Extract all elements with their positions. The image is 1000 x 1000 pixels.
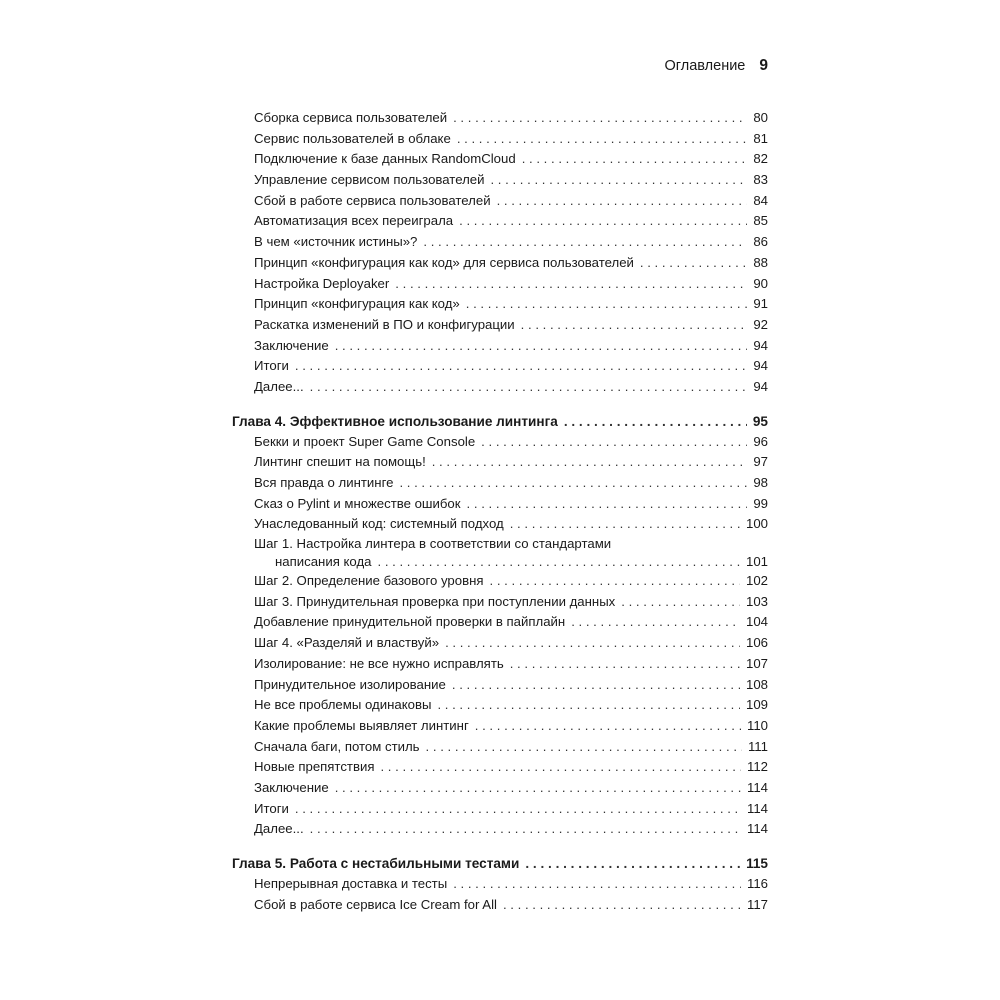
dot-leader [510, 514, 740, 535]
toc-entry-title: Шаг 1. Настройка линтера в соответствии со стандартами [254, 536, 612, 552]
toc-entry-page: 100 [745, 516, 768, 532]
dot-leader [423, 232, 747, 253]
toc-entry-title: Сказ о Pylint и множестве ошибок [254, 495, 461, 511]
toc-entry-title: Сбой в работе сервиса пользователей [254, 192, 491, 208]
toc-entry-page: 101 [745, 554, 768, 570]
dot-leader [378, 553, 740, 571]
toc-entry-page: 112 [746, 759, 768, 775]
toc-entry-title: Бекки и проект Super Game Console [254, 433, 476, 449]
dot-leader [621, 592, 740, 613]
toc-entry[interactable] [232, 170, 768, 191]
section-title: Оглавление [664, 58, 746, 74]
toc-entry[interactable] [232, 232, 768, 253]
toc-entry-page: 114 [746, 821, 768, 837]
toc-entry-page: 85 [753, 213, 768, 229]
toc-entry-title-continued: написания кода [275, 554, 372, 570]
toc-entry-page: 90 [753, 275, 768, 291]
toc-entry-title: Настройка Deployaker [254, 275, 390, 291]
toc-entry-title: Непрерывная доставка и тесты [254, 876, 448, 891]
toc-entry-page: 83 [753, 172, 768, 188]
toc-entry[interactable] [232, 612, 768, 633]
dot-leader [510, 654, 740, 675]
toc-entry[interactable] [232, 874, 768, 895]
toc-entry[interactable] [232, 654, 768, 675]
toc-entry[interactable] [232, 336, 768, 357]
toc-entry-page: 116 [746, 876, 768, 891]
toc-entry[interactable] [232, 737, 768, 758]
toc-chapter-page: 115 [746, 856, 768, 871]
dot-leader [522, 149, 748, 170]
dot-leader [521, 315, 748, 336]
toc-entry-title: Заключение [254, 779, 329, 795]
toc-entry-title: Принцип «конфигурация как код» для сервиса пользователей [254, 254, 634, 270]
toc-entry[interactable] [232, 473, 768, 494]
dot-leader [335, 336, 748, 357]
table-of-contents [232, 108, 768, 915]
toc-entry[interactable] [232, 778, 768, 799]
dot-leader [640, 253, 747, 274]
toc-entry-title: Раскатка изменений в ПО и конфигурации [254, 316, 515, 332]
toc-entry-page: 94 [753, 337, 768, 353]
toc-entry-page: 108 [745, 676, 768, 692]
toc-entry[interactable] [232, 108, 768, 129]
toc-entry-page: 94 [753, 358, 768, 374]
dot-leader [453, 874, 741, 895]
toc-entry-page: 91 [753, 296, 768, 312]
dot-leader [310, 377, 748, 398]
toc-entry-page: 106 [745, 635, 768, 651]
toc-entry-page: 104 [745, 614, 768, 630]
dot-leader [426, 737, 742, 758]
toc-entry-title: Вся правда о линтинге [254, 475, 394, 490]
dot-leader [525, 853, 740, 874]
toc-entry-title: Сборка сервиса пользователей [254, 110, 448, 125]
toc-entry[interactable] [232, 211, 768, 232]
toc-entry[interactable] [232, 757, 768, 778]
dot-leader [457, 129, 748, 150]
toc-entry[interactable] [232, 799, 768, 820]
toc-chapter-title: Глава 4. Эффективное использование линтинга [232, 413, 558, 429]
dot-leader [395, 274, 747, 295]
toc-entry-title: Принудительное изолирование [254, 676, 446, 692]
toc-entry-title: Не все проблемы одинаковы [254, 697, 432, 713]
toc-entry-title: Линтинг спешит на помощь! [254, 454, 426, 470]
toc-entry[interactable] [232, 592, 768, 613]
toc-entry-page: 99 [753, 495, 768, 511]
dot-leader [452, 675, 740, 696]
toc-entry-title: Принцип «конфигурация как код» [254, 296, 460, 312]
dot-leader [475, 716, 741, 737]
toc-entry-title: Сбой в работе сервиса Ice Cream for All [254, 896, 497, 912]
toc-entry[interactable] [232, 315, 768, 336]
toc-entry-page: 94 [753, 378, 768, 394]
toc-entry-page: 107 [745, 655, 768, 671]
toc-entry-page: 111 [747, 738, 768, 754]
dot-leader [467, 494, 748, 515]
toc-entry-title: Управление сервисом пользователей [254, 172, 485, 188]
toc-chapter-5[interactable] [232, 853, 768, 874]
dot-leader [295, 356, 747, 377]
dot-leader [432, 452, 748, 473]
dot-leader [453, 108, 747, 129]
page-number: 9 [759, 57, 768, 74]
toc-entry[interactable] [232, 716, 768, 737]
toc-entry-page: 86 [753, 234, 768, 250]
toc-entry[interactable] [232, 377, 768, 398]
toc-entry-page: 92 [753, 316, 768, 332]
toc-entry-page: 81 [753, 130, 768, 146]
toc-entry[interactable] [232, 274, 768, 295]
toc-entry[interactable] [232, 514, 768, 535]
dot-leader [459, 211, 747, 232]
toc-entry[interactable] [232, 191, 768, 212]
dot-leader [295, 799, 741, 820]
dot-leader [399, 473, 747, 494]
toc-entry[interactable] [232, 452, 768, 473]
toc-entry-title: Далее... [254, 378, 304, 394]
toc-entry-title: Сначала баги, потом стиль [254, 738, 420, 754]
toc-entry-title: Унаследованный код: системный подход [254, 516, 504, 532]
dot-leader [497, 191, 748, 212]
toc-entry-title: Далее... [254, 821, 304, 837]
toc-entry-title: В чем «источник истины»? [254, 234, 418, 250]
toc-entry-page: 117 [746, 896, 768, 912]
toc-entry-page: 97 [753, 454, 768, 470]
dot-leader [490, 571, 740, 592]
toc-entry-page: 82 [753, 151, 768, 167]
toc-entry-title: Новые препятствия [254, 759, 375, 775]
toc-entry-title: Какие проблемы выявляет линтинг [254, 717, 469, 733]
dot-leader [564, 411, 747, 432]
toc-entry[interactable] [232, 253, 768, 274]
toc-chapter-title: Глава 5. Работа с нестабильными тестами [232, 856, 520, 871]
toc-entry-title: Заключение [254, 337, 329, 353]
toc-entry-page: 109 [745, 697, 768, 713]
toc-entry-title: Изолирование: не все нужно исправлять [254, 655, 504, 671]
toc-entry-title: Сервис пользователей в облаке [254, 130, 451, 146]
toc-entry[interactable] [232, 535, 768, 571]
toc-entry-title: Шаг 4. «Разделяй и властвуй» [254, 635, 440, 651]
toc-entry[interactable] [232, 895, 768, 916]
dot-leader [380, 757, 740, 778]
toc-entry-page: 110 [746, 717, 768, 733]
dot-leader [481, 432, 747, 453]
toc-entry[interactable] [232, 819, 768, 840]
toc-entry[interactable] [232, 356, 768, 377]
toc-entry-title: Итоги [254, 800, 289, 816]
toc-entry[interactable] [232, 633, 768, 654]
toc-entry-page: 88 [753, 254, 768, 270]
toc-entry-title: Добавление принудительной проверки в пайплайн [254, 614, 566, 630]
dot-leader [310, 819, 741, 840]
toc-entry[interactable] [232, 675, 768, 696]
toc-entry-page: 114 [746, 800, 768, 816]
dot-leader [445, 633, 740, 654]
dot-leader [466, 294, 748, 315]
toc-chapter-page: 95 [752, 413, 768, 429]
toc-entry-title: Автоматизация всех переиграла [254, 213, 454, 229]
toc-entry[interactable] [232, 695, 768, 716]
toc-entry-title: Подключение к базе данных RandomCloud [254, 151, 516, 167]
toc-entry-page: 98 [753, 475, 768, 490]
toc-entry-page: 84 [753, 192, 768, 208]
toc-entry[interactable] [232, 432, 768, 453]
toc-entry[interactable] [232, 571, 768, 592]
dot-leader [335, 778, 741, 799]
toc-entry-title: Шаг 2. Определение базового уровня [254, 573, 484, 589]
toc-entry[interactable] [232, 149, 768, 170]
dot-leader [490, 170, 747, 191]
dot-leader [571, 612, 740, 633]
dot-leader [503, 895, 741, 916]
toc-entry[interactable] [232, 494, 768, 515]
running-head [665, 57, 768, 75]
toc-chapter-4[interactable] [232, 411, 768, 432]
toc-entry-title: Шаг 3. Принудительная проверка при поступлении данных [254, 593, 616, 609]
dot-leader [437, 695, 740, 716]
toc-entry-page: 80 [753, 110, 768, 125]
toc-entry-page: 103 [745, 593, 768, 609]
toc-entry-page: 102 [745, 573, 768, 589]
toc-entry-page: 114 [746, 779, 768, 795]
toc-entry-page: 96 [753, 433, 768, 449]
toc-entry[interactable] [232, 294, 768, 315]
toc-entry-title: Итоги [254, 358, 289, 374]
toc-entry[interactable] [232, 129, 768, 150]
